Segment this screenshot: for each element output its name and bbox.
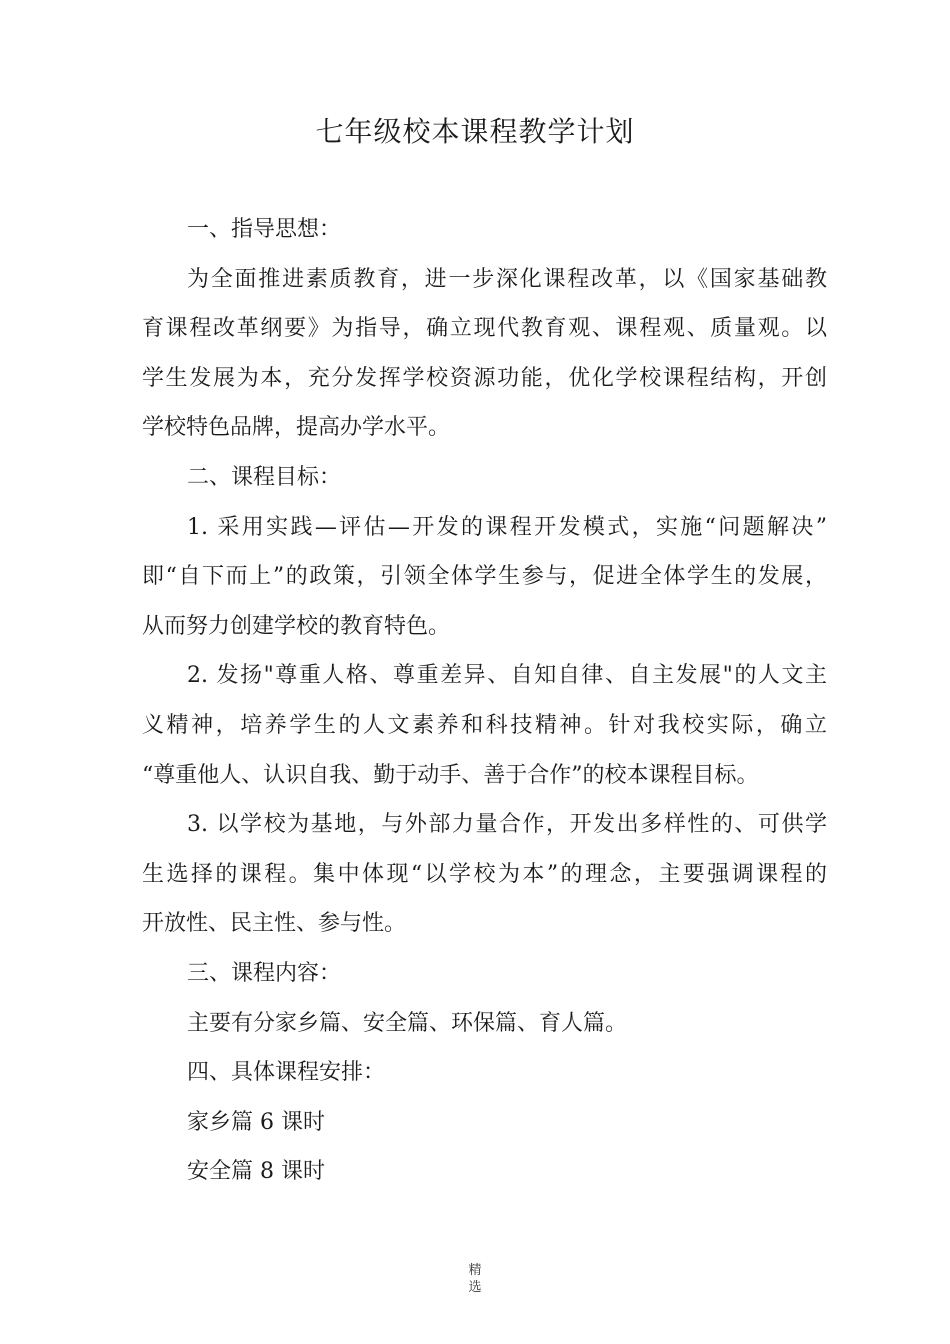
text-line: 义精神，培养学生的人文素养和科技精神。针对我校实际，确立 xyxy=(142,712,827,738)
text-line: 开放性、民主性、参与性。 xyxy=(142,911,407,937)
text-line: 二、课程目标： xyxy=(187,464,342,490)
footer-line-2: 选 xyxy=(468,1280,482,1295)
text-line: 2. 发扬"尊重人格、尊重差异、自知自律、自主发展"的人文主 xyxy=(187,663,827,689)
text-line: 四、具体课程安排： xyxy=(187,1060,386,1086)
text-line: 主要有分家乡篇、安全篇、环保篇、育人篇。 xyxy=(187,1010,628,1036)
page-footer xyxy=(0,1262,950,1296)
text-line: “尊重他人、认识自我、勤于动手、善于合作”的校本课程目标。 xyxy=(142,762,759,788)
text-line: 学校特色品牌，提高办学水平。 xyxy=(142,415,451,441)
text-line: 即“自下而上”的政策，引领全体学生参与，促进全体学生的发展， xyxy=(142,564,827,590)
text-line: 育课程改革纲要》为指导，确立现代教育观、课程观、质量观。以 xyxy=(142,316,827,342)
text-line: 1. 采用实践—评估—开发的课程开发模式，实施“问题解决” xyxy=(187,514,827,540)
text-line: 一、指导思想： xyxy=(187,217,342,242)
text-line: 安全篇 8 课时 xyxy=(187,1159,325,1185)
text-line: 为全面推进素质教育，进一步深化课程改革，以《国家基础教 xyxy=(187,266,827,292)
document-body xyxy=(142,205,827,1197)
text-line: 学生发展为本，充分发挥学校资源功能，优化学校课程结构，开创 xyxy=(142,365,827,391)
text-line: 三、课程内容： xyxy=(187,960,342,986)
page-title: 七年级校本课程教学计划 xyxy=(315,115,635,148)
text-line: 3. 以学校为基地，与外部力量合作，开发出多样性的、可供学 xyxy=(187,812,827,838)
text-line: 家乡篇 6 课时 xyxy=(187,1109,325,1135)
text-line: 生选择的课程。集中体现“以学校为本”的理念，主要强调课程的 xyxy=(142,861,827,887)
footer-line-1: 精 xyxy=(468,1263,482,1278)
text-line: 从而努力创建学校的教育特色。 xyxy=(142,613,451,639)
